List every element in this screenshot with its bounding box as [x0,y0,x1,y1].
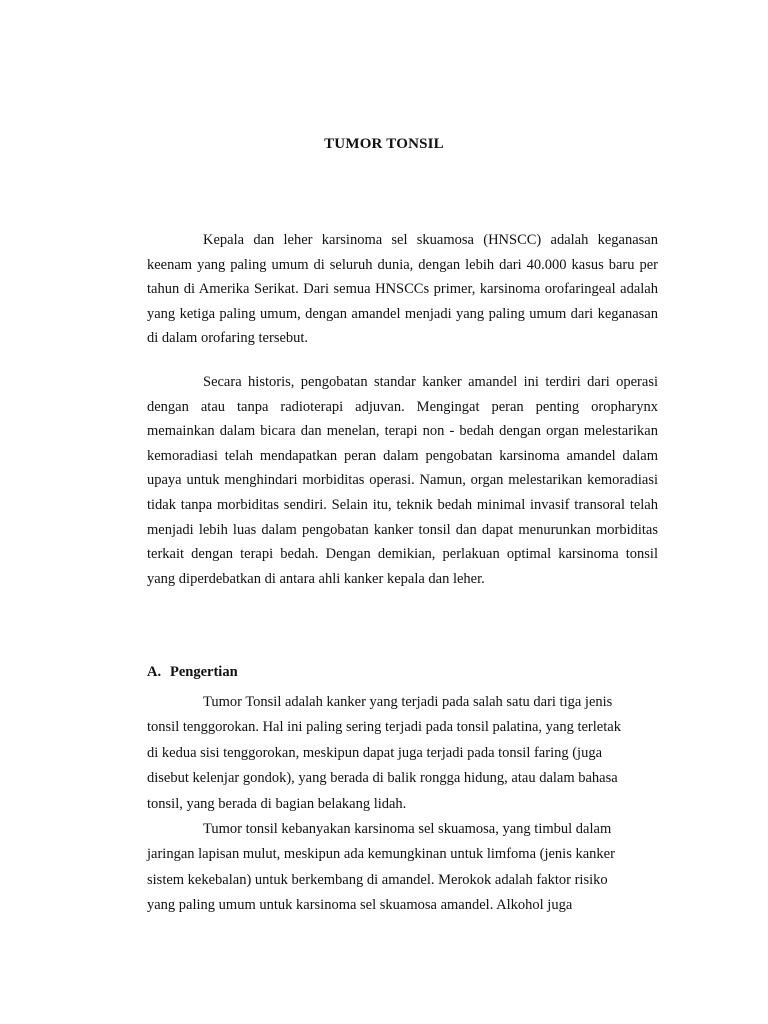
history-paragraph-block [147,370,658,591]
section-letter: A. [147,664,162,680]
definition-line: tonsil, yang berada di bagian belakang lidah. [147,795,407,812]
intro-paragraph: Kepala dan leher karsinoma sel skuamosa (HNSCC) adalah keganasan keenam yang paling umum di seluruh dunia, dengan lebih dari 40.000 kasus baru per tahun di Amerika Serikat. Dari semua HNSCCs primer, karsinoma orofaringeal adalah yang ketiga paling umum, dengan amandel menjadi yang paling umum dari keganasan di dalam orofaring tersebut. [147,232,658,347]
definition-paragraph [147,690,667,817]
section-title: Pengertian [170,664,238,680]
types-line: Tumor tonsil kebanyakan karsinoma sel skuamosa, yang timbul dalam [203,821,612,837]
definition-line: disebut kelenjar gondok), yang berada di balik rongga hidung, atau dalam bahasa [147,770,618,787]
definition-line: di kedua sisi tenggorokan, meskipun dapat juga terjadi pada tonsil faring (juga [147,744,603,761]
document-title: TUMOR TONSIL [324,136,444,152]
section-heading-pengertian [147,664,238,681]
types-paragraph [147,817,667,919]
types-line: yang paling umum untuk karsinoma sel skuamosa amandel. Alkohol juga [147,897,573,914]
types-line: sistem kekebalan) untuk berkembang di amandel. Merokok adalah faktor risiko [147,871,608,888]
intro-paragraph-block [147,228,658,351]
definition-line: tonsil tenggorokan. Hal ini paling sering terjadi pada tonsil palatina, yang terletak [147,719,621,736]
definition-line: Tumor Tonsil adalah kanker yang terjadi pada salah satu dari tiga jenis [203,694,613,710]
types-line: jaringan lapisan mulut, meskipun ada kemungkinan untuk limfoma (jenis kanker [147,846,615,863]
history-paragraph: Secara historis, pengobatan standar kanker amandel ini terdiri dari operasi dengan atau tanpa radioterapi adjuvan. Mengingat peran penting oropharynx memainkan dalam bicara dan menelan, terapi non - bedah dengan organ melestarikan kemoradiasi telah mendapatkan peran dalam pengobatan karsinoma amandel dalam upaya untuk menghindari morbiditas operasi. Namun, organ melestarikan kemoradiasi tidak tanpa morbiditas sendiri. Selain itu, teknik bedah minimal invasif transoral telah menjadi lebih luas dalam pengobatan kanker tonsil dan dapat menurunkan morbiditas terkait dengan terapi bedah. Dengan demikian, perlakuan optimal karsinoma tonsil yang diperdebatkan di antara ahli kanker kepala dan leher. [147,374,658,587]
